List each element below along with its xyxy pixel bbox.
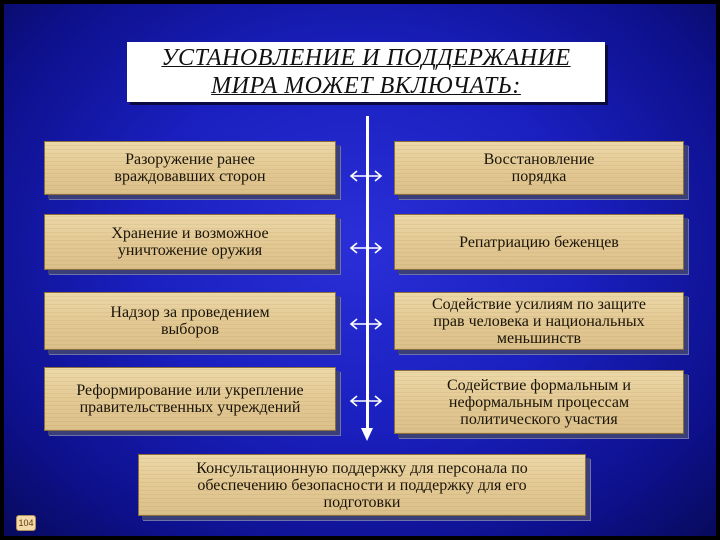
right-item-1 — [394, 141, 684, 195]
left-item-4 — [44, 367, 336, 431]
title-line-2: МИРА МОЖЕТ ВКЛЮЧАТЬ: — [211, 73, 521, 99]
left-item-1-text: Разоружение ранее враждовавших сторон — [114, 151, 266, 185]
right-item-1-text: Восстановление порядка — [483, 151, 595, 185]
left-item-1 — [44, 141, 336, 195]
double-arrow-icon — [349, 318, 383, 330]
down-arrow-icon — [361, 428, 373, 441]
left-item-2 — [44, 214, 336, 270]
title-line-1: УСТАНОВЛЕНИЕ И ПОДДЕРЖАНИЕ — [161, 45, 571, 71]
page-number-badge: 104 — [16, 515, 36, 531]
double-arrow-icon — [349, 242, 383, 254]
vertical-connector-line — [366, 116, 369, 434]
bottom-item — [138, 454, 586, 516]
title-box — [127, 42, 605, 102]
left-item-3 — [44, 292, 336, 350]
double-arrow-icon — [349, 170, 383, 182]
right-item-4 — [394, 370, 684, 434]
right-item-2 — [394, 214, 684, 270]
bottom-item-text: Консультационную поддержку для персонала по обеспечению безопасности и поддержку для его подготовки — [196, 459, 528, 511]
double-arrow-icon — [349, 395, 383, 407]
right-item-2-text: Репатриацию беженцев — [459, 233, 619, 251]
right-item-3-text: Содействие усилиям по защите прав человека и национальных меньшинств — [432, 295, 646, 347]
right-item-4-text: Содействие формальным и неформальным процессам политического участия — [447, 376, 631, 428]
right-item-3 — [394, 292, 684, 350]
left-item-3-text: Надзор за проведением выборов — [110, 304, 270, 338]
left-item-2-text: Хранение и возможное уничтожение оружия — [111, 225, 269, 259]
left-item-4-text: Реформирование или укрепление правительственных учреждений — [76, 382, 304, 416]
